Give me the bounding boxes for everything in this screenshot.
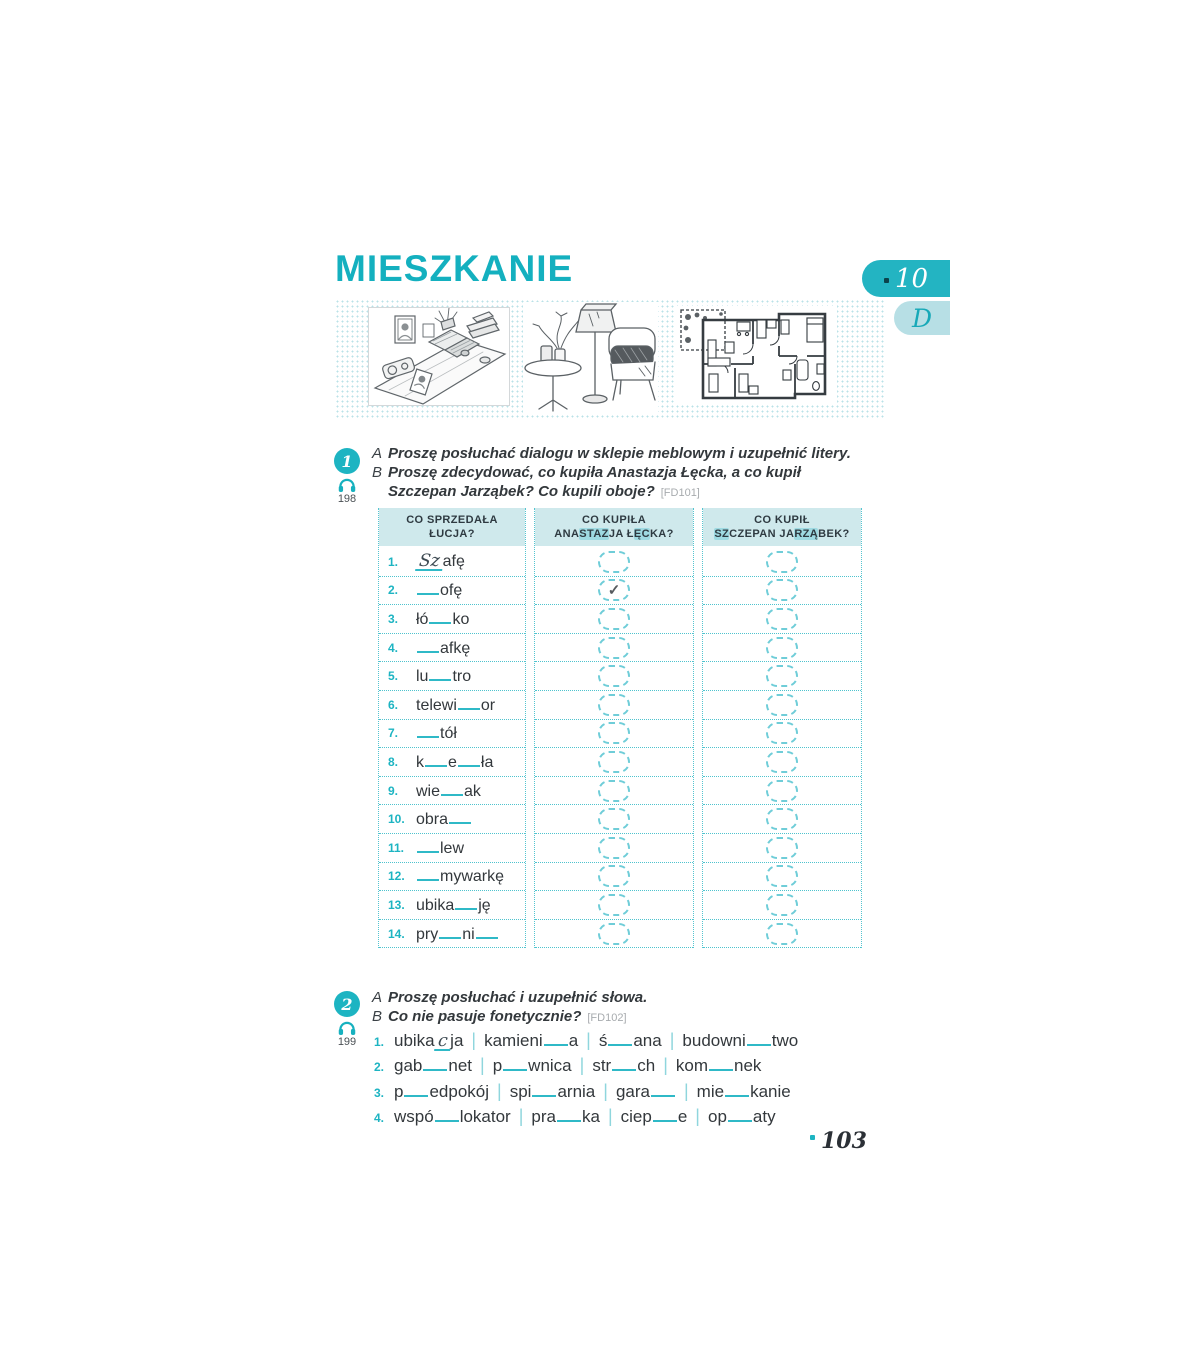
instruction-label-b: B — [372, 464, 383, 481]
table-column-header: CO SPRZEDAŁA ŁUCJA? — [379, 508, 525, 546]
item-number: 2. — [374, 1060, 385, 1075]
check-area[interactable] — [766, 665, 798, 687]
item-word: obra — [416, 809, 472, 829]
check-area[interactable] — [598, 780, 630, 802]
exercise-2-items — [374, 1030, 798, 1131]
check-area[interactable] — [598, 665, 630, 687]
row-number: 6. — [388, 697, 399, 712]
item-word: pry ni — [416, 924, 499, 944]
row-number: 3. — [388, 611, 399, 626]
fill-in-blank[interactable] — [449, 809, 471, 824]
item-word: op aty — [707, 1106, 776, 1126]
item-word: wspó lokator — [394, 1106, 511, 1126]
item-word: k e ła — [416, 753, 494, 771]
word-separator: | — [497, 1080, 502, 1101]
table-row — [703, 548, 861, 577]
item-word: mie kanie — [696, 1081, 791, 1101]
fill-in-blank[interactable] — [441, 781, 463, 796]
fill-in-blank[interactable] — [417, 723, 439, 738]
exercise-2-badge — [334, 991, 360, 1017]
instruction-text-b: Co nie pasuje fonetycznie? — [388, 1008, 582, 1025]
highlighted-letters: RZĄ — [794, 528, 819, 540]
fill-in-blank[interactable] — [425, 752, 447, 767]
word-separator: | — [683, 1080, 689, 1101]
table-row — [379, 805, 525, 834]
fill-in-blank[interactable] — [429, 609, 451, 624]
instruction-text-a: Proszę posłuchać i uzupełnić słowa. — [388, 989, 648, 1006]
table-row — [535, 863, 693, 892]
word-separator: | — [663, 1055, 668, 1076]
fill-in-blank[interactable] — [503, 1056, 527, 1071]
row-number: 10. — [388, 812, 405, 827]
item-word: wie ak — [416, 782, 481, 800]
item-word: Sz afę — [416, 553, 465, 571]
check-area[interactable] — [766, 751, 798, 773]
word-separator: | — [518, 1105, 524, 1126]
table-row — [535, 662, 693, 691]
table-column-header: CO KUPIŁ SZCZEPAN JARZĄBEK? — [703, 508, 861, 546]
table-row — [535, 920, 693, 949]
table-row — [703, 691, 861, 720]
row-number: 2. — [388, 583, 399, 598]
section-letter: D — [911, 303, 933, 333]
table-row — [379, 834, 525, 863]
fill-in-blank[interactable] — [417, 580, 439, 595]
exercise-1-number: 1 — [341, 451, 353, 471]
table-row — [535, 748, 693, 777]
highlighted-letters: STAZ — [579, 528, 609, 540]
word-list-item — [374, 1081, 798, 1106]
check-area[interactable] — [598, 694, 630, 716]
fill-in-blank[interactable] — [404, 1082, 428, 1097]
table-row — [379, 748, 525, 777]
handwritten-answer: c — [434, 1034, 451, 1051]
furniture-illustration — [523, 302, 658, 414]
item-word: ubika c ja — [394, 1031, 464, 1051]
item-word: mywarkę — [416, 866, 504, 886]
illustration-band — [335, 299, 885, 418]
checkmark: ✓ — [607, 581, 621, 599]
fill-in-blank[interactable] — [455, 895, 477, 910]
item-number: 3. — [374, 1085, 385, 1100]
item-word: p edpokój — [394, 1081, 490, 1101]
item-word: telewi or — [416, 696, 496, 714]
item-word: gara — [616, 1082, 676, 1102]
table-row — [703, 662, 861, 691]
instruction-text-b1: Proszę zdecydować, co kupiła Anastazja Łęcka, a co kupił — [388, 464, 801, 481]
fill-in-blank[interactable] — [651, 1082, 675, 1097]
item-word: p wnica — [492, 1056, 572, 1076]
row-number: 7. — [388, 726, 399, 741]
column-bought-szczepan — [702, 508, 862, 948]
instruction-label-a: A — [372, 445, 383, 462]
table-row — [535, 891, 693, 920]
item-word: pra ka — [531, 1106, 600, 1126]
table-row — [535, 691, 693, 720]
item-word: ubika ję — [416, 896, 491, 914]
item-word: ofę — [416, 580, 462, 600]
word-separator: | — [607, 1105, 613, 1126]
table-row — [379, 605, 525, 634]
table-row — [379, 777, 525, 806]
table-row — [379, 691, 525, 720]
check-area[interactable] — [598, 551, 630, 573]
check-area[interactable] — [598, 865, 630, 887]
table-row — [379, 920, 525, 949]
table-row — [379, 634, 525, 663]
fill-in-blank[interactable] — [476, 924, 498, 939]
audio-track-1[interactable] — [330, 477, 364, 505]
item-word: budowni two — [682, 1031, 799, 1050]
check-area[interactable] — [766, 608, 798, 630]
fill-in-blank[interactable] — [612, 1056, 636, 1071]
item-number: 4. — [374, 1110, 385, 1125]
audio-track-number: 199 — [337, 1036, 357, 1048]
row-number: 12. — [388, 869, 405, 884]
audio-track-number: 198 — [337, 493, 357, 505]
fill-in-blank[interactable] — [439, 924, 461, 939]
page-title: MIESZKANIE — [335, 248, 574, 289]
word-list-item — [374, 1055, 798, 1080]
exercise-1-table — [378, 508, 862, 948]
audio-ref-1: [FD101] — [660, 487, 700, 499]
item-word: afkę — [416, 638, 470, 658]
fill-in-blank[interactable] — [417, 638, 439, 653]
check-area[interactable] — [766, 694, 798, 716]
desk-illustration — [368, 307, 510, 406]
fill-in-blank[interactable] — [532, 1082, 556, 1097]
item-word: kom nek — [675, 1056, 762, 1076]
item-word: lu tro — [416, 668, 472, 686]
word-separator: | — [586, 1030, 591, 1050]
table-row — [703, 720, 861, 749]
fill-in-blank[interactable] — [608, 1031, 632, 1046]
fill-in-blank[interactable] — [653, 1107, 677, 1122]
word-list-item — [374, 1030, 798, 1055]
check-area[interactable] — [766, 551, 798, 573]
page-number: 103 — [810, 1128, 867, 1154]
exercise-1-instructions — [372, 444, 851, 503]
word-separator: | — [695, 1105, 700, 1126]
audio-track-2[interactable] — [330, 1020, 364, 1048]
check-area[interactable] — [598, 923, 630, 945]
table-column-header: CO KUPIŁA ANASTAZJA ŁĘCKA? — [535, 508, 693, 546]
fill-in-blank[interactable] — [544, 1031, 568, 1046]
fill-in-blank[interactable] — [429, 666, 451, 681]
instruction-text-b2: Szczepan Jarząbek? Co kupili oboje? — [388, 483, 655, 500]
headphones-icon — [337, 477, 357, 492]
handwritten-answer: Sz — [415, 554, 443, 571]
table-row — [535, 805, 693, 834]
table-row — [535, 605, 693, 634]
page-number-dot-icon — [810, 1135, 815, 1140]
fill-in-blank[interactable] — [557, 1107, 581, 1122]
table-row — [703, 863, 861, 892]
highlighted-letters: ĘC — [633, 528, 650, 540]
word-separator: | — [471, 1030, 477, 1050]
check-area[interactable] — [766, 923, 798, 945]
item-word: gab net — [394, 1056, 473, 1076]
table-row — [703, 777, 861, 806]
item-number: 1. — [374, 1035, 385, 1049]
table-row — [379, 577, 525, 606]
table-row — [379, 720, 525, 749]
word-separator: | — [480, 1055, 485, 1076]
check-area[interactable] — [766, 808, 798, 830]
fill-in-blank[interactable] — [458, 752, 480, 767]
highlighted-letters: SZ — [714, 528, 730, 540]
table-row — [703, 605, 861, 634]
table-row — [379, 891, 525, 920]
unit-dot-icon — [884, 278, 889, 283]
check-area[interactable] — [766, 837, 798, 859]
instruction-label-b: B — [372, 1008, 383, 1025]
unit-number-badge — [862, 260, 950, 297]
check-area[interactable] — [598, 837, 630, 859]
table-row — [535, 634, 693, 663]
check-area[interactable] — [766, 780, 798, 802]
audio-ref-2: [FD102] — [587, 1012, 627, 1024]
item-word: kamieni a — [484, 1031, 579, 1050]
item-word: ciep e — [620, 1106, 688, 1126]
unit-number: 10 — [894, 263, 929, 294]
row-number: 8. — [388, 754, 399, 769]
exercise-2-number: 2 — [341, 994, 353, 1014]
table-row — [535, 577, 693, 606]
column-bought-anastazja — [534, 508, 694, 948]
exercise-2-instructions — [372, 988, 647, 1028]
table-row — [535, 548, 693, 577]
column-sold — [378, 508, 526, 948]
check-area[interactable] — [598, 894, 630, 916]
fill-in-blank[interactable] — [725, 1082, 749, 1097]
row-number: 9. — [388, 783, 399, 798]
item-word: spi arnia — [509, 1081, 596, 1101]
section-letter-badge — [894, 301, 950, 335]
check-area[interactable] — [766, 579, 798, 601]
instruction-label-a: A — [372, 989, 383, 1006]
row-number: 5. — [388, 669, 399, 684]
check-area[interactable] — [766, 722, 798, 744]
check-area[interactable] — [598, 637, 630, 659]
word-list-item — [374, 1106, 798, 1131]
fill-in-blank[interactable] — [709, 1056, 733, 1071]
fill-in-blank[interactable] — [435, 1107, 459, 1122]
word-separator: | — [603, 1080, 608, 1101]
table-row — [379, 863, 525, 892]
table-row — [703, 920, 861, 949]
table-row — [703, 891, 861, 920]
fill-in-blank[interactable] — [423, 1056, 447, 1071]
table-row — [703, 577, 861, 606]
item-word: łó ko — [416, 610, 470, 628]
check-area[interactable] — [598, 751, 630, 773]
word-separator: | — [669, 1030, 675, 1050]
fill-in-blank[interactable] — [417, 838, 439, 853]
table-row — [703, 834, 861, 863]
check-area[interactable] — [598, 608, 630, 630]
fill-in-blank[interactable] — [728, 1107, 752, 1122]
row-number: 11. — [388, 840, 405, 855]
headphones-icon — [337, 1020, 357, 1035]
table-row — [535, 720, 693, 749]
table-row — [379, 662, 525, 691]
fill-in-blank[interactable] — [417, 866, 439, 881]
item-word: str ch — [592, 1056, 656, 1076]
floor-plan-illustration — [675, 306, 837, 403]
table-row — [703, 805, 861, 834]
table-row — [535, 777, 693, 806]
table-row — [703, 748, 861, 777]
check-area[interactable] — [598, 579, 630, 601]
instruction-text-a: Proszę posłuchać dialogu w sklepie meblowym i uzupełnić litery. — [388, 445, 851, 462]
check-area[interactable] — [598, 722, 630, 744]
item-word: lew — [416, 838, 464, 858]
item-word: ś ana — [598, 1031, 662, 1050]
table-row — [379, 548, 525, 577]
row-number: 13. — [388, 897, 405, 912]
check-area[interactable] — [766, 637, 798, 659]
item-word: tół — [416, 723, 457, 743]
row-number: 14. — [388, 926, 405, 941]
word-separator: | — [579, 1055, 585, 1076]
table-row — [535, 834, 693, 863]
check-area[interactable] — [766, 865, 798, 887]
row-number: 1. — [388, 554, 399, 569]
fill-in-blank[interactable] — [458, 695, 480, 710]
fill-in-blank[interactable] — [747, 1031, 771, 1046]
row-number: 4. — [388, 640, 399, 655]
exercise-1-badge — [334, 448, 360, 474]
check-area[interactable] — [766, 894, 798, 916]
table-row — [703, 634, 861, 663]
check-area[interactable] — [598, 808, 630, 830]
